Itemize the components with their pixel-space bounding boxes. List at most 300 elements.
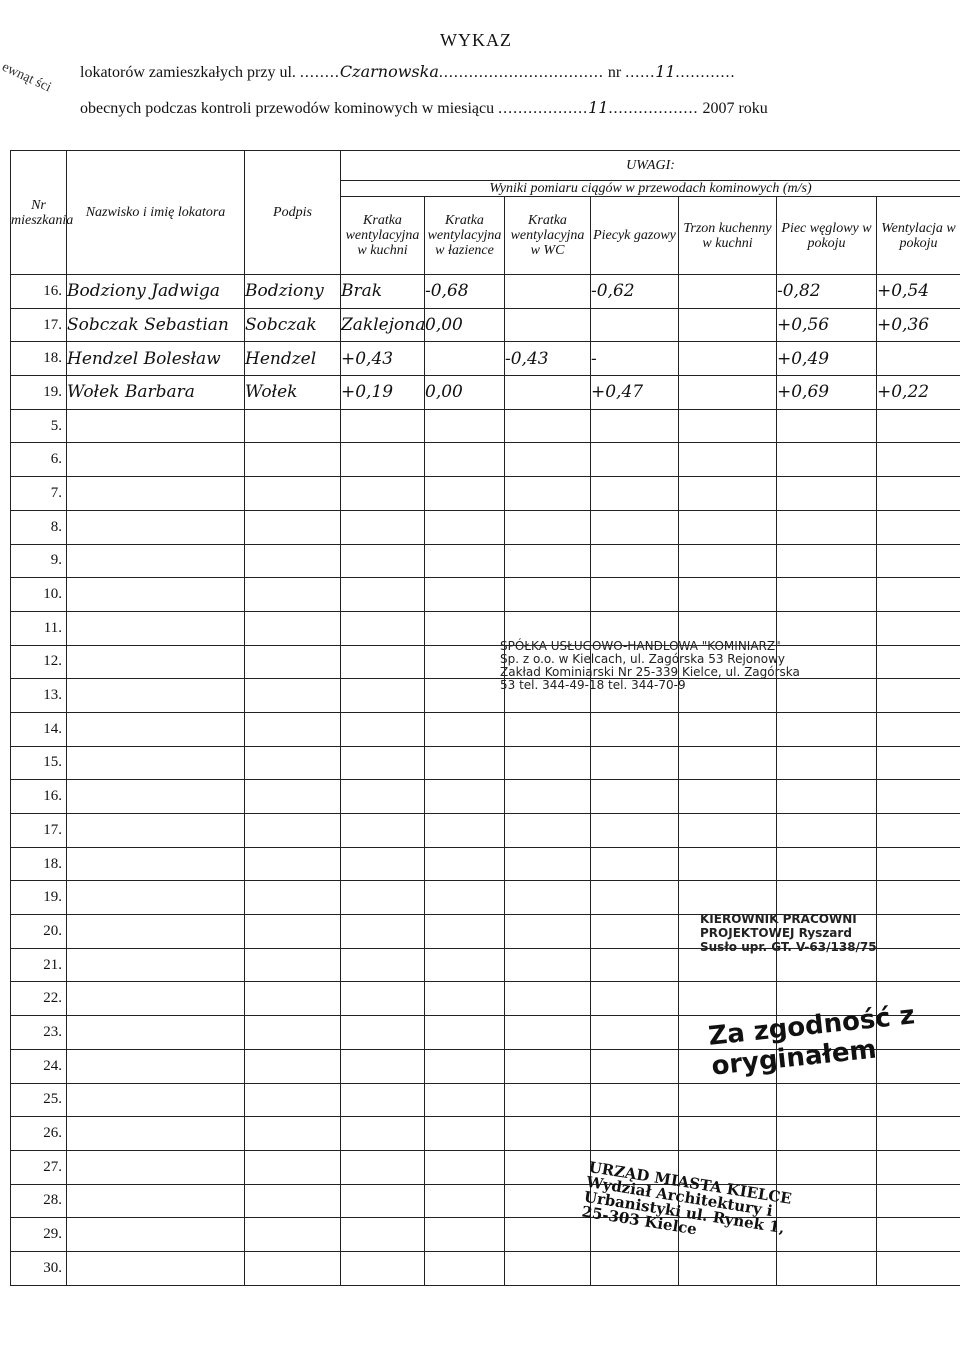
cell-name — [67, 881, 245, 915]
cell-c5 — [679, 578, 777, 612]
table-row — [11, 679, 960, 713]
cell-c3 — [505, 1218, 591, 1252]
cell-c2 — [425, 1016, 505, 1050]
cell-nr: 21. — [11, 948, 67, 982]
cell-c3 — [505, 1150, 591, 1184]
cell-nr: 13. — [11, 679, 67, 713]
cell-c7 — [877, 510, 960, 544]
cell-c7 — [877, 578, 960, 612]
cell-sign — [245, 1251, 341, 1285]
cell-c1 — [341, 881, 425, 915]
cell-nr: 20. — [11, 915, 67, 949]
cell-name — [67, 847, 245, 881]
cell-name — [67, 645, 245, 679]
cell-sign — [245, 611, 341, 645]
cell-c7 — [877, 780, 960, 814]
cell-c2 — [425, 847, 505, 881]
cell-name — [67, 1117, 245, 1151]
cell-c2 — [425, 443, 505, 477]
cell-c7 — [877, 1083, 960, 1117]
cell-c7 — [877, 1184, 960, 1218]
cell-c3 — [505, 948, 591, 982]
cell-c6 — [777, 1150, 877, 1184]
cell-c5 — [679, 1251, 777, 1285]
cell-c4 — [591, 982, 679, 1016]
cell-c7 — [877, 1251, 960, 1285]
col-c4: Piecyk gazowy — [591, 197, 679, 275]
cell-c3 — [505, 982, 591, 1016]
cell-c2 — [425, 477, 505, 511]
cell-c5 — [679, 1117, 777, 1151]
cell-c5 — [679, 712, 777, 746]
cell-c6 — [777, 746, 877, 780]
street-value: Czarnowska — [339, 62, 439, 81]
cell-c6 — [777, 510, 877, 544]
table-row — [11, 409, 960, 443]
cell-nr: 22. — [11, 982, 67, 1016]
cell-c3 — [505, 1117, 591, 1151]
cell-c2 — [425, 1184, 505, 1218]
cell-nr: 6. — [11, 443, 67, 477]
table-row — [11, 1218, 960, 1252]
table-row — [11, 578, 960, 612]
cell-sign — [245, 443, 341, 477]
cell-c7 — [877, 645, 960, 679]
cell-c7: +0,54 — [877, 275, 960, 309]
cell-c4 — [591, 409, 679, 443]
cell-sign — [245, 982, 341, 1016]
cell-sign — [245, 1218, 341, 1252]
cell-c4 — [591, 712, 679, 746]
cell-c4 — [591, 915, 679, 949]
cell-c3 — [505, 409, 591, 443]
cell-sign — [245, 847, 341, 881]
wyniki-header: Wyniki pomiaru ciągów w przewodach kominowych (m/s) — [341, 181, 960, 197]
cell-c6 — [777, 544, 877, 578]
nr-label: nr — [607, 64, 622, 81]
month-value: 11 — [588, 98, 609, 117]
cell-name — [67, 712, 245, 746]
cell-c6 — [777, 409, 877, 443]
col-c7: Wentylacja w pokoju — [877, 197, 960, 275]
cell-c6 — [777, 881, 877, 915]
cell-c7 — [877, 679, 960, 713]
cell-c2 — [425, 1150, 505, 1184]
cell-name — [67, 1049, 245, 1083]
cell-name — [67, 814, 245, 848]
year-value: 2007 roku — [702, 100, 768, 117]
cell-name — [67, 1251, 245, 1285]
cell-c6 — [777, 780, 877, 814]
cell-c7 — [877, 611, 960, 645]
cell-c7 — [877, 814, 960, 848]
cell-c6: +0,56 — [777, 308, 877, 342]
cell-c2 — [425, 645, 505, 679]
cell-c3 — [505, 578, 591, 612]
cell-c4 — [591, 443, 679, 477]
cell-c1 — [341, 409, 425, 443]
cell-sign — [245, 679, 341, 713]
cell-c3 — [505, 544, 591, 578]
col-c1: Kratka wentylacyjna w kuchni — [341, 197, 425, 275]
col-c2: Kratka wentylacyjna w łazience — [425, 197, 505, 275]
cell-sign: Bodziony — [245, 275, 341, 309]
cell-c3 — [505, 881, 591, 915]
cell-nr: 29. — [11, 1218, 67, 1252]
table-row — [11, 1083, 960, 1117]
cell-c2 — [425, 915, 505, 949]
cell-c2: -0,68 — [425, 275, 505, 309]
cell-c1 — [341, 477, 425, 511]
cell-c1 — [341, 645, 425, 679]
table-row — [11, 477, 960, 511]
cell-name — [67, 679, 245, 713]
cell-c6 — [777, 477, 877, 511]
cell-sign — [245, 915, 341, 949]
cell-c1 — [341, 780, 425, 814]
cell-c7 — [877, 1117, 960, 1151]
cell-c1 — [341, 1083, 425, 1117]
header-line-month: obecnych podczas kontroli przewodów kominowych w miesiącu ..................11.................. 2007 roku — [80, 98, 768, 117]
cell-c6 — [777, 712, 877, 746]
cell-nr: 18. — [11, 342, 67, 376]
cell-name — [67, 1218, 245, 1252]
cell-c5 — [679, 477, 777, 511]
cell-c7 — [877, 477, 960, 511]
table-row — [11, 275, 960, 309]
table-row — [11, 1150, 960, 1184]
cell-c7 — [877, 342, 960, 376]
tenant-table — [10, 150, 960, 1286]
cell-c3 — [505, 712, 591, 746]
cell-c3 — [505, 510, 591, 544]
cell-c6: -0,82 — [777, 275, 877, 309]
table-row — [11, 712, 960, 746]
cell-c4 — [591, 544, 679, 578]
cell-c3 — [505, 275, 591, 309]
cell-c5 — [679, 814, 777, 848]
cell-nr: 12. — [11, 645, 67, 679]
cell-c5 — [679, 1083, 777, 1117]
cell-c3 — [505, 477, 591, 511]
margin-scribble: ewnąt ści — [0, 59, 54, 96]
cell-c1 — [341, 1218, 425, 1252]
table-row — [11, 780, 960, 814]
cell-nr: 28. — [11, 1184, 67, 1218]
table-row — [11, 746, 960, 780]
cell-sign: Hendzel — [245, 342, 341, 376]
cell-name — [67, 578, 245, 612]
cell-name — [67, 544, 245, 578]
cell-c3 — [505, 915, 591, 949]
cell-c3 — [505, 376, 591, 410]
kierownik-stamp: KIEROWNIK PRACOWNI PROJEKTOWEJ Ryszard Susło upr. GT. V-63/138/75 — [700, 912, 877, 954]
cell-c6 — [777, 1251, 877, 1285]
cell-sign — [245, 645, 341, 679]
cell-c4 — [591, 510, 679, 544]
cell-c7 — [877, 712, 960, 746]
cell-c2 — [425, 1049, 505, 1083]
cell-c2 — [425, 1218, 505, 1252]
col-c3: Kratka wentylacyjna w WC — [505, 197, 591, 275]
cell-c1 — [341, 814, 425, 848]
cell-c4 — [591, 881, 679, 915]
table-row — [11, 544, 960, 578]
cell-sign — [245, 510, 341, 544]
cell-name — [67, 510, 245, 544]
cell-nr: 27. — [11, 1150, 67, 1184]
cell-sign: Wołek — [245, 376, 341, 410]
col-sign: Podpis — [245, 151, 341, 275]
cell-c5 — [679, 544, 777, 578]
cell-nr: 14. — [11, 712, 67, 746]
table-row — [11, 510, 960, 544]
cell-c4 — [591, 746, 679, 780]
cell-c1 — [341, 1184, 425, 1218]
cell-c7 — [877, 409, 960, 443]
cell-c4 — [591, 477, 679, 511]
cell-nr: 23. — [11, 1016, 67, 1050]
table-row — [11, 881, 960, 915]
cell-c3: -0,43 — [505, 342, 591, 376]
table-row — [11, 376, 960, 410]
cell-nr: 10. — [11, 578, 67, 612]
cell-c2 — [425, 578, 505, 612]
cell-name — [67, 477, 245, 511]
cell-c4 — [591, 780, 679, 814]
cell-c3 — [505, 1016, 591, 1050]
cell-c1: Zaklejona — [341, 308, 425, 342]
header-line-street: lokatorów zamieszkałych przy ul. ........Czarnowska................................. nr ......11............ — [80, 62, 736, 81]
cell-c1 — [341, 847, 425, 881]
cell-c6 — [777, 578, 877, 612]
cell-c3 — [505, 1049, 591, 1083]
cell-sign — [245, 1150, 341, 1184]
cell-c2 — [425, 1083, 505, 1117]
cell-c1 — [341, 982, 425, 1016]
cell-c5 — [679, 510, 777, 544]
cell-sign — [245, 409, 341, 443]
cell-sign — [245, 1016, 341, 1050]
zgodnosc-stamp: Za zgodność z oryginałem — [707, 1000, 917, 1082]
cell-name — [67, 915, 245, 949]
cell-nr: 16. — [11, 780, 67, 814]
cell-c3 — [505, 1251, 591, 1285]
cell-nr: 9. — [11, 544, 67, 578]
cell-c1: +0,19 — [341, 376, 425, 410]
cell-name — [67, 443, 245, 477]
cell-c1: +0,43 — [341, 342, 425, 376]
cell-nr: 30. — [11, 1251, 67, 1285]
cell-c6 — [777, 814, 877, 848]
cell-name — [67, 611, 245, 645]
cell-sign — [245, 814, 341, 848]
cell-name — [67, 780, 245, 814]
table-row — [11, 342, 960, 376]
cell-c2 — [425, 342, 505, 376]
cell-c4 — [591, 1083, 679, 1117]
cell-c3 — [505, 847, 591, 881]
cell-c4: - — [591, 342, 679, 376]
cell-nr: 19. — [11, 376, 67, 410]
urzad-stamp: URZĄD MIASTA KIELCE Wydział Architektury i Urbanistyki ul. Rynek 1, 25-303 Kielce — [580, 1158, 793, 1239]
cell-name: Hendzel Bolesław — [67, 342, 245, 376]
cell-sign — [245, 780, 341, 814]
col-c5: Trzon kuchenny w kuchni — [679, 197, 777, 275]
cell-c1 — [341, 1150, 425, 1184]
table-row — [11, 1184, 960, 1218]
cell-nr: 5. — [11, 409, 67, 443]
cell-name — [67, 1016, 245, 1050]
cell-c5 — [679, 881, 777, 915]
col-name: Nazwisko i imię lokatora — [67, 151, 245, 275]
cell-c4 — [591, 1049, 679, 1083]
cell-c3 — [505, 443, 591, 477]
table-row — [11, 645, 960, 679]
cell-c7 — [877, 544, 960, 578]
cell-nr: 19. — [11, 881, 67, 915]
cell-c7 — [877, 881, 960, 915]
cell-c5 — [679, 847, 777, 881]
cell-nr: 24. — [11, 1049, 67, 1083]
cell-nr: 7. — [11, 477, 67, 511]
cell-c2 — [425, 712, 505, 746]
cell-c7 — [877, 443, 960, 477]
cell-name — [67, 1150, 245, 1184]
cell-c3 — [505, 780, 591, 814]
cell-c4 — [591, 814, 679, 848]
cell-c2 — [425, 780, 505, 814]
cell-c1 — [341, 712, 425, 746]
cell-sign — [245, 746, 341, 780]
cell-c4 — [591, 1251, 679, 1285]
cell-c5 — [679, 746, 777, 780]
table-body — [11, 275, 960, 1286]
col-nr: Nr mieszkania — [11, 151, 67, 275]
cell-c2 — [425, 679, 505, 713]
cell-name: Wołek Barbara — [67, 376, 245, 410]
cell-c6 — [777, 1117, 877, 1151]
cell-c2 — [425, 948, 505, 982]
cell-c4 — [591, 1117, 679, 1151]
cell-c7 — [877, 1150, 960, 1184]
cell-c2 — [425, 746, 505, 780]
cell-c4 — [591, 1016, 679, 1050]
cell-c3 — [505, 308, 591, 342]
cell-c3 — [505, 1083, 591, 1117]
uwagi-header: UWAGI: — [341, 151, 960, 181]
cell-c1 — [341, 1251, 425, 1285]
cell-nr: 18. — [11, 847, 67, 881]
cell-sign — [245, 948, 341, 982]
cell-c1 — [341, 915, 425, 949]
cell-sign — [245, 477, 341, 511]
cell-c7 — [877, 847, 960, 881]
cell-c2 — [425, 544, 505, 578]
cell-c2 — [425, 611, 505, 645]
cell-c5 — [679, 982, 777, 1016]
cell-c5 — [679, 443, 777, 477]
cell-c7: +0,36 — [877, 308, 960, 342]
cell-c4 — [591, 847, 679, 881]
cell-c1 — [341, 443, 425, 477]
cell-c3 — [505, 1184, 591, 1218]
cell-c5 — [679, 342, 777, 376]
cell-c2 — [425, 1117, 505, 1151]
table-row — [11, 847, 960, 881]
cell-c1: Brak — [341, 275, 425, 309]
cell-c2 — [425, 510, 505, 544]
cell-c1 — [341, 510, 425, 544]
cell-sign — [245, 881, 341, 915]
document-title: WYKAZ — [440, 30, 512, 50]
street-label: lokatorów zamieszkałych przy ul. — [80, 64, 296, 81]
cell-c1 — [341, 1049, 425, 1083]
cell-nr: 25. — [11, 1083, 67, 1117]
nr-value: 11 — [655, 62, 676, 81]
cell-name: Bodziony Jadwiga — [67, 275, 245, 309]
cell-nr: 17. — [11, 308, 67, 342]
table-row — [11, 443, 960, 477]
month-label: obecnych podczas kontroli przewodów kominowych w miesiącu — [80, 100, 495, 117]
cell-c6: +0,49 — [777, 342, 877, 376]
cell-nr: 8. — [11, 510, 67, 544]
table-row — [11, 308, 960, 342]
cell-nr: 11. — [11, 611, 67, 645]
cell-c6: +0,69 — [777, 376, 877, 410]
cell-c5 — [679, 780, 777, 814]
cell-c1 — [341, 746, 425, 780]
cell-c3 — [505, 746, 591, 780]
cell-c1 — [341, 679, 425, 713]
cell-c5 — [679, 376, 777, 410]
cell-c1 — [341, 578, 425, 612]
table-row — [11, 1251, 960, 1285]
cell-nr: 26. — [11, 1117, 67, 1151]
cell-c5 — [679, 275, 777, 309]
cell-c4: +0,47 — [591, 376, 679, 410]
cell-c4 — [591, 578, 679, 612]
cell-c6 — [777, 443, 877, 477]
table-row — [11, 611, 960, 645]
cell-c2 — [425, 409, 505, 443]
cell-c4 — [591, 948, 679, 982]
company-stamp: SPÓŁKA USŁUGOWO-HANDLOWA "KOMINIARZ" Sp. z o.o. w Kielcach, ul. Zagórska 53 Rejonowy Zakład Kominiarski Nr 25-339 Kielce, ul. Zagórska 53 tel. 344-49-18 tel. 344-70-9 — [500, 639, 800, 692]
cell-c1 — [341, 1016, 425, 1050]
cell-c5 — [679, 409, 777, 443]
cell-c1 — [341, 948, 425, 982]
cell-c2 — [425, 982, 505, 1016]
cell-c4 — [591, 308, 679, 342]
cell-sign: Sobczak — [245, 308, 341, 342]
cell-c6 — [777, 1083, 877, 1117]
table-row — [11, 814, 960, 848]
cell-c5 — [679, 308, 777, 342]
cell-c3 — [505, 814, 591, 848]
cell-name — [67, 1083, 245, 1117]
cell-nr: 15. — [11, 746, 67, 780]
cell-c1 — [341, 544, 425, 578]
cell-sign — [245, 578, 341, 612]
cell-sign — [245, 1049, 341, 1083]
cell-name: Sobczak Sebastian — [67, 308, 245, 342]
cell-c1 — [341, 1117, 425, 1151]
cell-c1 — [341, 611, 425, 645]
cell-name — [67, 948, 245, 982]
cell-name — [67, 746, 245, 780]
cell-sign — [245, 1184, 341, 1218]
cell-c2: 0,00 — [425, 308, 505, 342]
